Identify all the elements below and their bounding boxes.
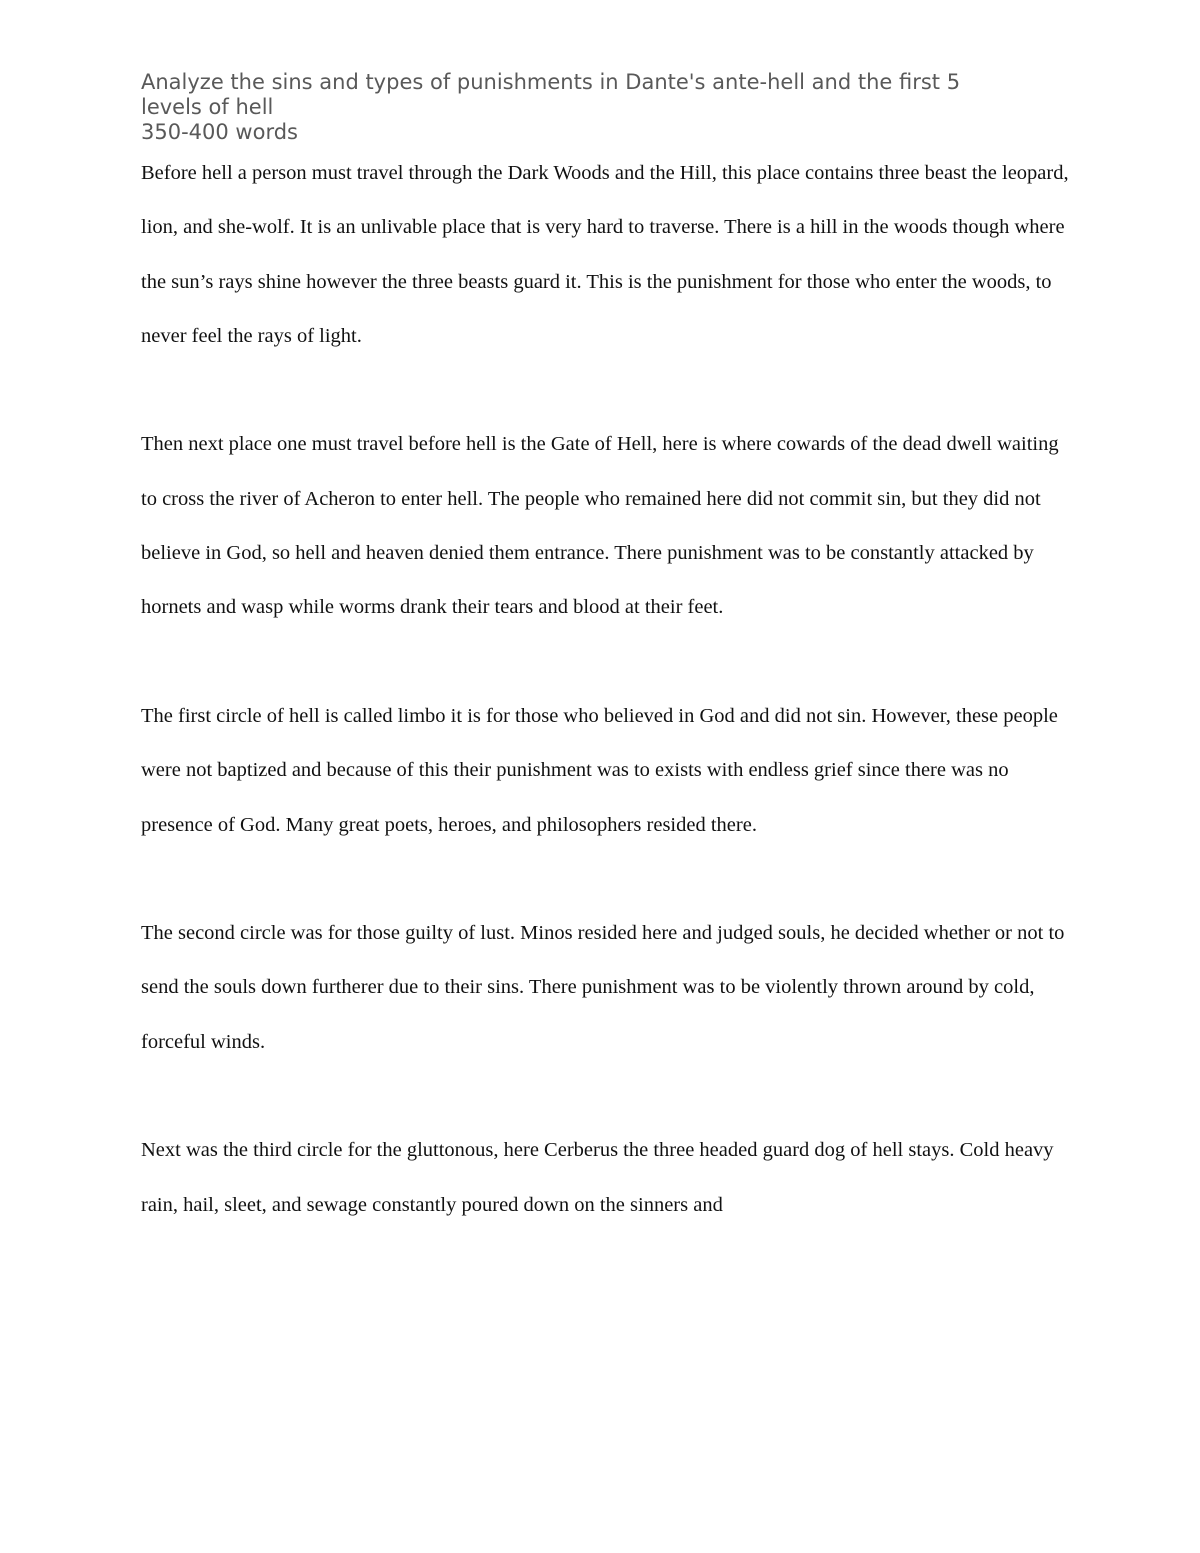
- paragraph-gap: [141, 1069, 1076, 1123]
- paragraph-third-circle: Next was the third circle for the gluttonous, here Cerberus the three headed guard dog of hell stays. Cold heavy rain, hail, sleet, and sewage constantly poured down on the sinners and: [141, 1139, 1054, 1216]
- paragraph-second-circle: The second circle was for those guilty of lust. Minos resided here and judged souls, he decided whether or not to send the souls down furtherer due to their sins. There punishment was to be violently thrown around by cold, forceful winds.: [141, 922, 1065, 1053]
- paragraph-dark-woods: Before hell a person must travel through the Dark Woods and the Hill, this place contains three beast the leopard, lion, and she-wolf. It is an unlivable place that is very hard to traverse. There is a hill in the woods though where the sun’s rays shine however the three beasts guard it. This is the punishment for those who enter the woods, to never feel the rays of light.: [141, 162, 1069, 347]
- assignment-header: [141, 70, 1061, 145]
- paragraph-gap: [141, 363, 1076, 417]
- essay-body: [141, 146, 1076, 1232]
- assignment-prompt-line-2: levels of hell: [141, 95, 274, 119]
- word-count-requirement: 350-400 words: [141, 120, 298, 144]
- paragraph-gap: [141, 852, 1076, 906]
- paragraph-first-circle: The first circle of hell is called limbo it is for those who believed in God and did not sin. However, these people were not baptized and because of this their punishment was to exists with endless grief since there was no presence of God. Many great poets, heroes, and philosophers resided there.: [141, 704, 1058, 836]
- paragraph-gap: [141, 635, 1076, 689]
- assignment-prompt-line-1: Analyze the sins and types of punishments in Dante's ante-hell and the first 5: [141, 70, 961, 94]
- paragraph-gate-of-hell: Then next place one must travel before hell is the Gate of Hell, here is where cowards of the dead dwell waiting to cross the river of Acheron to enter hell. The people who remained here did not commit sin, but they did not believe in God, so hell and heaven denied them entrance. There punishment was to be constantly attacked by hornets and wasp while worms drank their tears and blood at their feet.: [141, 433, 1059, 619]
